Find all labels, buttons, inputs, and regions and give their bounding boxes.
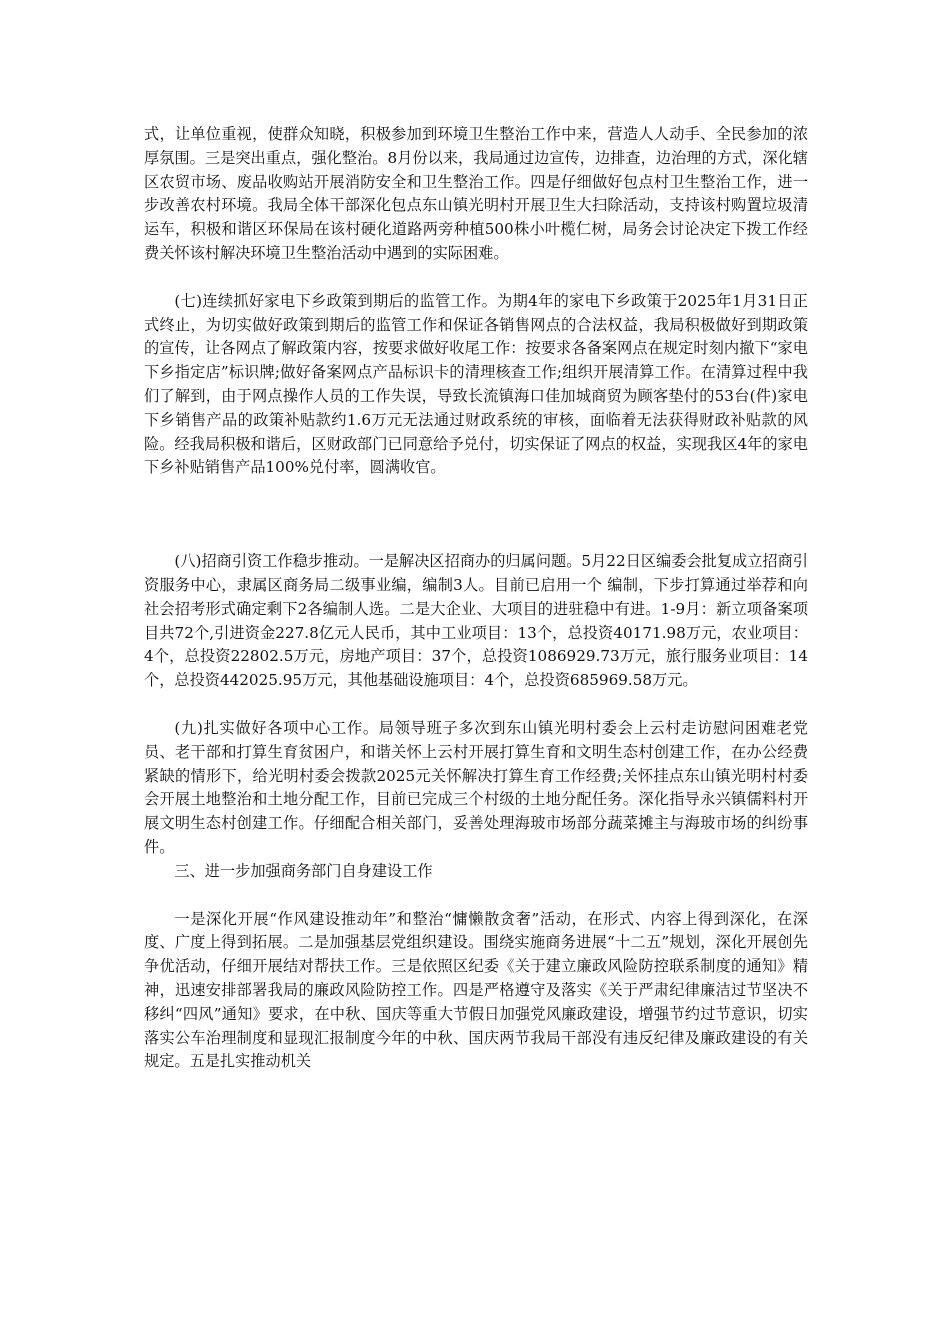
paragraph-investment-promotion: (八)招商引资工作稳步推动。一是解决区招商办的归属问题。5月22日区编委会批复成立招商引资服务中心，隶属区商务局二级事业编，编制3人。目前已启用一个 编制，下步打算通过举荐和向社会招考形式确定剩下2各编制人选。二是大企业、大项目的进驻稳中有进。1-9月：新立项备案项目共72个,引进资金227.8亿元人民币，其中工业项目：13个，总投资40171.98万元，农业项目：4个，总投资22802.5万元，房地产项目：37个，总投资1086929.73万元，旅行服务业项目：14个，总投资442025.95万元，其他基础设施项目：4个，总投资685969.58万元。: [144, 552, 808, 690]
section-heading-self-construction: 三、进一步加强商务部门自身建设工作: [174, 861, 433, 880]
paragraph-central-work: (九)扎实做好各项中心工作。局领导班子多次到东山镇光明村委会上云村走访慰问困难老党员、老干部和打算生育贫困户，和谐关怀上云村开展打算生育和文明生态村创建工作，在办公经费紧缺的情形下，给光明村委会拨款2025元关怀解决打算生育工作经费;关怀挂点东山镇光明村村委会开展土地整治和土地分配工作，目前已完成三个村级的土地分配任务。深化指导永兴镇儒料村开展文明生态村创建工作。仔细配合相关部门，妥善处理海玻市场部分蔬菜摊主与海玻市场的纠纷事件。: [144, 718, 808, 856]
document-page: [144, 123, 808, 1074]
paragraph-appliances-to-countryside: (七)连续抓好家电下乡政策到期后的监管工作。为期4年的家电下乡政策于2025年1月31日正式终止，为切实做好政策到期后的监管工作和保证各销售网点的合法权益，我局积极做好到期政策的宣传，让各网点了解政策内容，按要求做好收尾工作：按要求各备案网点在规定时刻内撤下“家电下乡指定店”标识牌;做好备案网点产品标识卡的清理核查工作;组织开展清算工作。在清算过程中我们了解到，由于网点操作人员的工作失误，导致长流镇海口佳加城商贸为顾客垫付的53台(件)家电下乡销售产品的政策补贴款约1.6万元无法通过财政系统的审核，面临着无法获得财政补贴款的风险。经我局积极和谐后，区财政部门已同意给予兑付，切实保证了网点的权益，实现我区4年的家电下乡补贴销售产品100%兑付率，圆满收官。: [144, 291, 808, 477]
paragraph-self-construction: 一是深化开展“作风建设推动年”和整治“慵懒散贪奢”活动，在形式、内容上得到深化，在深度、广度上得到拓展。二是加强基层党组织建设。围绕实施商务进展“十二五”规划，深化开展创先争优活动，仔细开展结对帮扶工作。三是依照区纪委《关于建立廉政风险防控联系制度的通知》精神，迅速安排部署我局的廉政风险防控工作。四是严格遵守及落实《关于严肃纪律廉洁过节坚决不移纠“四风”通知》要求，在中秋、国庆等重大节假日加强党风廉政建设，增强节约过节意识，切实落实公车治理制度和显现汇报制度今年的中秋、国庆两节我局干部没有违反纪律及廉政建设的有关规定。五是扎实推动机关: [144, 909, 808, 1071]
paragraph-environment-sanitation: 式，让单位重视，使群众知晓，积极参加到环境卫生整治工作中来，营造人人动手、全民参加的浓厚氛围。三是突出重点，强化整治。8月份以来，我局通过边宣传，边排查，边治理的方式，深化辖区农贸市场、废品收购站开展消防安全和卫生整治工作。四是仔细做好包点村卫生整治工作，进一步改善农村环境。我局全体干部深化包点东山镇光明村开展卫生大扫除活动，支持该村购置垃圾清运车，积极和谐区环保局在该村硬化道路两旁种植500株小叶榄仁树，局务会讨论决定下拨工作经费关怀该村解决环境卫生整治活动中遇到的实际困难。: [144, 125, 808, 262]
